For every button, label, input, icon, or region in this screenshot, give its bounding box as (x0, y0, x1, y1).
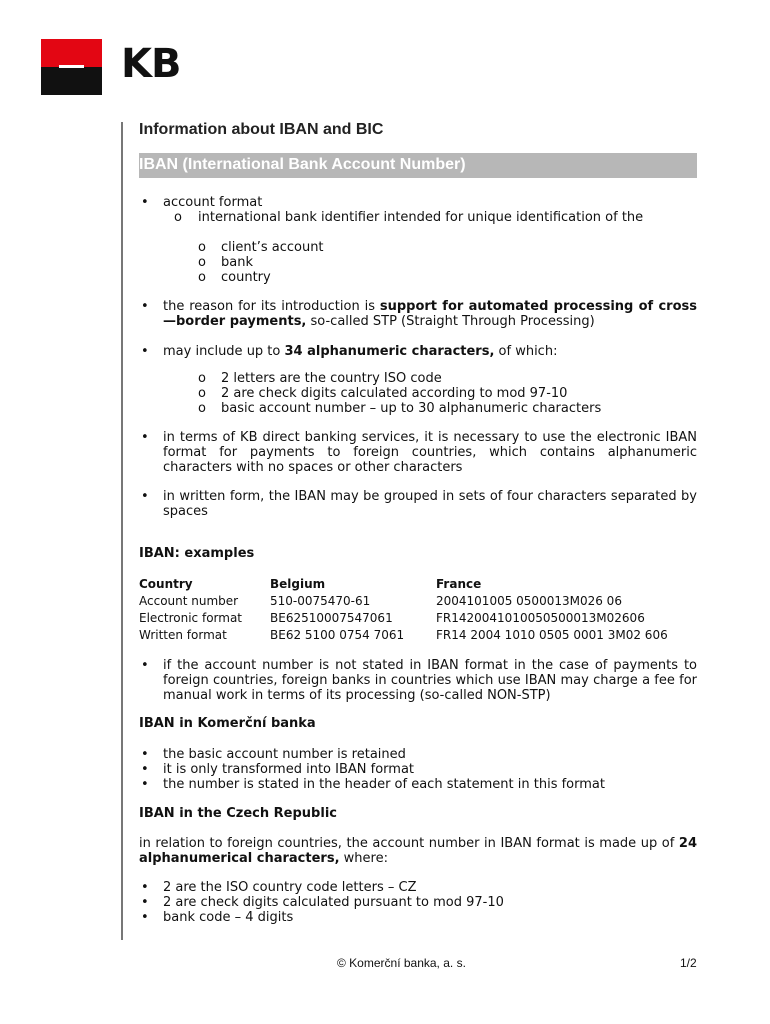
bullet-dot: • (141, 762, 149, 777)
bullet-dot: • (141, 658, 149, 673)
bullet-dot: • (141, 430, 149, 445)
logo-red-block (41, 39, 102, 67)
table-header-belgium: Belgium (270, 577, 326, 591)
sub-bullet-marker: o (198, 371, 206, 386)
examples-heading: IBAN: examples (139, 546, 255, 561)
left-margin-rule (121, 122, 123, 940)
sub-bullet-identifier: international bank identifier intended for unique identification of the (198, 210, 644, 225)
table-cell: Account number (139, 594, 239, 608)
bullet-dot: • (141, 299, 149, 314)
sub-bullet-marker: o (198, 270, 206, 285)
kb-logo-text: KB (121, 41, 181, 87)
bullet-dot: • (141, 747, 149, 762)
bullet-non-stp: if the account number is not stated in IBAN format in the case of payments to foreign countries, foreign banks in countries which use IBAN may charge a fee for manual work in terms of its processing (so-called NON-STP) (163, 658, 697, 703)
list-item: 2 are the ISO country code letters – CZ (163, 880, 417, 895)
list-item: it is only transformed into IBAN format (163, 762, 415, 777)
table-cell: BE62 5100 0754 7061 (270, 628, 405, 642)
list-item: the number is stated in the header of each statement in this format (163, 777, 605, 792)
bullet-account-format: account format (163, 195, 263, 210)
kb-logo-mark (41, 39, 102, 95)
list-item: client’s account (221, 240, 324, 255)
table-cell: 510-0075470-61 (270, 594, 371, 608)
bullet-dot: • (141, 489, 149, 504)
table-cell: BE62510007547061 (270, 611, 393, 625)
bullet-characters: may include up to 34 alphanumeric characters, of which: (163, 344, 558, 359)
table-cell: 2004101005 0500013M026 06 (436, 594, 622, 608)
sub-bullet-marker: o (174, 210, 182, 225)
bullet-dot: • (141, 777, 149, 792)
bullet-reason: the reason for its introduction is support for automated processing of cross—border payments, so-called STP (Straight Through Processing) (163, 299, 697, 329)
table-cell: FR1420041010050500013M02606 (436, 611, 645, 625)
bullet-direct-banking: in terms of KB direct banking services, it is necessary to use the electronic IBAN format for payments to foreign countries, which contains alphanumeric characters with no spaces or other characters (163, 430, 697, 475)
list-item: country (221, 270, 271, 285)
list-item: bank (221, 255, 253, 270)
list-item: 2 letters are the country ISO code (221, 371, 442, 386)
section-header-bar (139, 153, 697, 178)
list-item: basic account number – up to 30 alphanumeric characters (221, 401, 602, 416)
bullet-written-form: in written form, the IBAN may be grouped in sets of four characters separated by spaces (163, 489, 697, 519)
table-cell: Written format (139, 628, 227, 642)
logo-white-bar (59, 65, 84, 68)
list-item: 2 are check digits calculated pursuant to mod 97-10 (163, 895, 504, 910)
bullet-dot: • (141, 910, 149, 925)
table-cell: FR14 2004 1010 0505 0001 3M02 606 (436, 628, 668, 642)
table-cell: Electronic format (139, 611, 243, 625)
section-header: IBAN (International Bank Account Number) (139, 156, 466, 173)
table-header-country: Country (139, 577, 193, 591)
bullet-dot: • (141, 344, 149, 359)
cz-section-intro: in relation to foreign countries, the account number in IBAN format is made up of 24 alphanumerical characters, where: (139, 836, 697, 866)
list-item: bank code – 4 digits (163, 910, 294, 925)
bullet-dot: • (141, 880, 149, 895)
page-title: Information about IBAN and BIC (139, 121, 384, 138)
cz-section-heading: IBAN in the Czech Republic (139, 806, 337, 821)
bullet-dot: • (141, 895, 149, 910)
bullet-dot: • (141, 195, 149, 210)
sub-bullet-marker: o (198, 386, 206, 401)
sub-bullet-marker: o (198, 255, 206, 270)
sub-bullet-marker: o (198, 401, 206, 416)
list-item: the basic account number is retained (163, 747, 406, 762)
footer-copyright: © Komerční banka, a. s. (337, 956, 466, 970)
sub-bullet-marker: o (198, 240, 206, 255)
table-header-france: France (436, 577, 482, 591)
kb-section-heading: IBAN in Komerční banka (139, 716, 316, 731)
footer-page-number: 1/2 (680, 956, 697, 970)
logo-black-block (41, 67, 102, 95)
list-item: 2 are check digits calculated according to mod 97-10 (221, 386, 568, 401)
